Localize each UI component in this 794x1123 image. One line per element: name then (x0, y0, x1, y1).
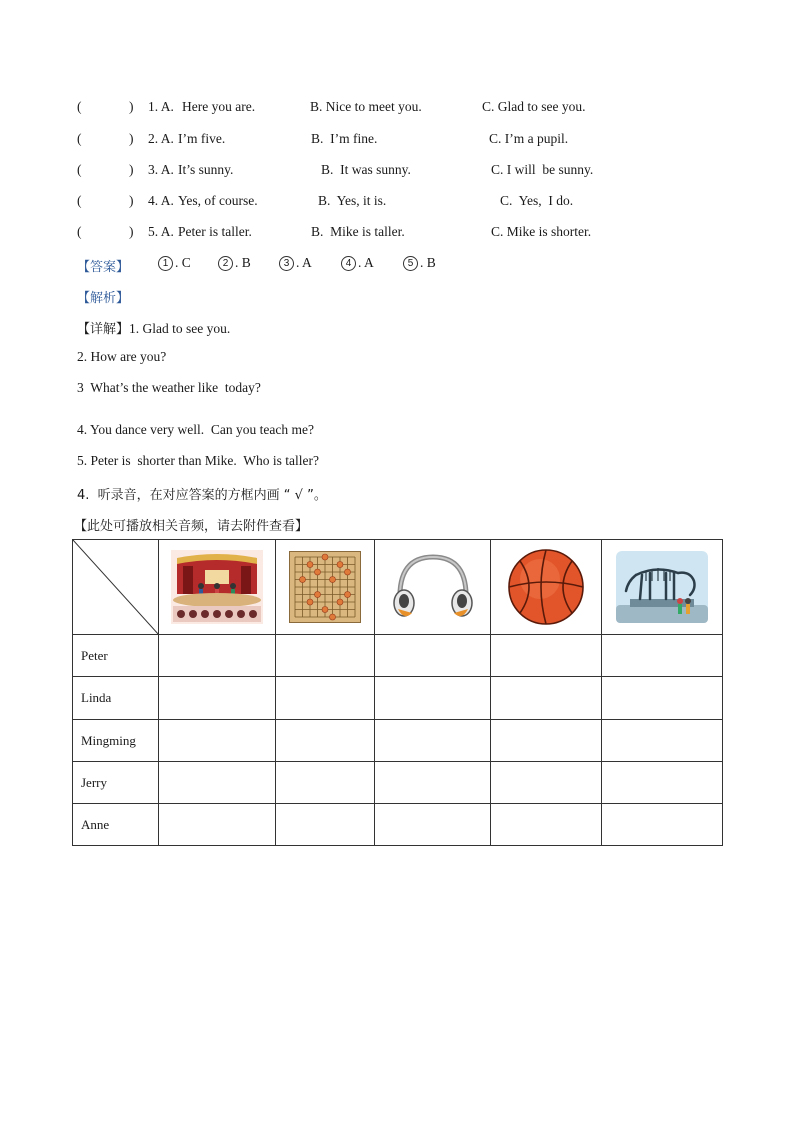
picture-cell-chess (276, 540, 375, 635)
option-c: C. I will be sunny. (491, 162, 594, 177)
answer-box[interactable] (602, 720, 723, 762)
option-b: B. Mike is taller. (311, 224, 405, 239)
basketball-icon (506, 547, 586, 627)
picture-cell-stage (159, 540, 276, 635)
option-c: C. I’m a pupil. (489, 131, 569, 146)
answer-box[interactable] (491, 804, 602, 846)
answer-box[interactable] (491, 762, 602, 804)
answer-box[interactable] (159, 720, 276, 762)
option-c: C. Yes, I do. (500, 193, 574, 208)
chinese-chess-icon (289, 551, 361, 623)
option-a: Yes, of course. (178, 193, 258, 208)
answer-box[interactable] (375, 677, 491, 720)
picture-cell-museum (602, 540, 723, 635)
answer-box[interactable] (375, 720, 491, 762)
answer-box[interactable] (602, 635, 723, 677)
option-b: B. I’m fine. (311, 131, 378, 146)
answer-box[interactable] (276, 635, 375, 677)
picture-cell-headphones (375, 540, 491, 635)
answer-label: 【答案】 (77, 260, 130, 275)
answer-box[interactable] (159, 635, 276, 677)
table-row (73, 635, 723, 677)
option-c: C. Mike is shorter. (491, 224, 592, 239)
answer-4: 4 . A (341, 255, 374, 271)
detail-line-3: 3 What’s the weather like today? (77, 380, 261, 395)
option-a: Here you are. (182, 99, 256, 114)
answer-5: 5 . B (403, 255, 436, 271)
option-b: B. Yes, it is. (318, 193, 387, 208)
answer-box[interactable] (276, 762, 375, 804)
diagonal-line (73, 540, 159, 635)
question-1: ( ) 1. A. Here you are. B. Nice to meet you. C. Glad to see you. (77, 99, 586, 114)
row-name: Mingming (73, 720, 159, 762)
answer-box[interactable] (602, 677, 723, 720)
row-name: Jerry (73, 762, 159, 804)
option-b: B. Nice to meet you. (310, 99, 422, 114)
detail-line-4: 4. You dance very well. Can you teach me? (77, 422, 314, 437)
option-a: I’m five. (178, 131, 226, 146)
row-name: Linda (73, 677, 159, 720)
answer-box[interactable] (602, 762, 723, 804)
audio-note: 【此处可播放相关音频，请去附件查看】 (74, 519, 309, 534)
answer-3: 3 . A (279, 255, 312, 271)
table-row (73, 762, 723, 804)
answer-box[interactable] (375, 804, 491, 846)
answer-box[interactable] (375, 762, 491, 804)
question-4: ( ) 4. A. Yes, of course. B. Yes, it is. C. Yes, I do. (77, 193, 574, 208)
table-row (73, 804, 723, 846)
answer-box[interactable] (276, 804, 375, 846)
option-a: It’s sunny. (178, 162, 234, 177)
answer-table (72, 539, 723, 846)
answer-box[interactable] (491, 720, 602, 762)
question-5: ( ) 5. A. Peter is taller. B. Mike is taller. C. Mike is shorter. (77, 224, 592, 239)
picture-cell-basketball (491, 540, 602, 635)
diagonal-header-cell (73, 540, 159, 635)
answer-2: 2 . B (218, 255, 251, 271)
table-row (73, 677, 723, 720)
table-row (73, 720, 723, 762)
museum-dinosaur-icon (616, 551, 708, 623)
question-2: ( ) 2. A. I’m five. B. I’m fine. C. I’m a pupil. (77, 131, 569, 146)
answer-box[interactable] (491, 677, 602, 720)
answer-box[interactable] (375, 635, 491, 677)
answer-box[interactable] (159, 804, 276, 846)
analysis-label: 【解析】 (77, 291, 130, 306)
headphones-icon (388, 551, 478, 623)
row-name: Peter (73, 635, 159, 677)
option-b: B. It was sunny. (321, 162, 411, 177)
answer-box[interactable] (276, 677, 375, 720)
answer-box[interactable] (159, 677, 276, 720)
stage-performance-icon (171, 550, 263, 624)
answer-box[interactable] (159, 762, 276, 804)
detail-line-5: 5. Peter is shorter than Mike. Who is taller? (77, 453, 319, 468)
instruction: 4. 听录音，在对应答案的方框内画 “ √ ”。 (77, 488, 327, 503)
answer-1: 1 . C (158, 255, 191, 271)
option-c: C. Glad to see you. (482, 99, 586, 114)
answer-box[interactable] (491, 635, 602, 677)
option-a: Peter is taller. (178, 224, 252, 239)
row-name: Anne (73, 804, 159, 846)
answer-box[interactable] (602, 804, 723, 846)
answer-box[interactable] (276, 720, 375, 762)
detail-line-1: 【详解】1. Glad to see you. (77, 321, 231, 337)
detail-line-2: 2. How are you? (77, 349, 167, 364)
question-3: ( ) 3. A. It’s sunny. B. It was sunny. C. I will be sunny. (77, 162, 594, 177)
